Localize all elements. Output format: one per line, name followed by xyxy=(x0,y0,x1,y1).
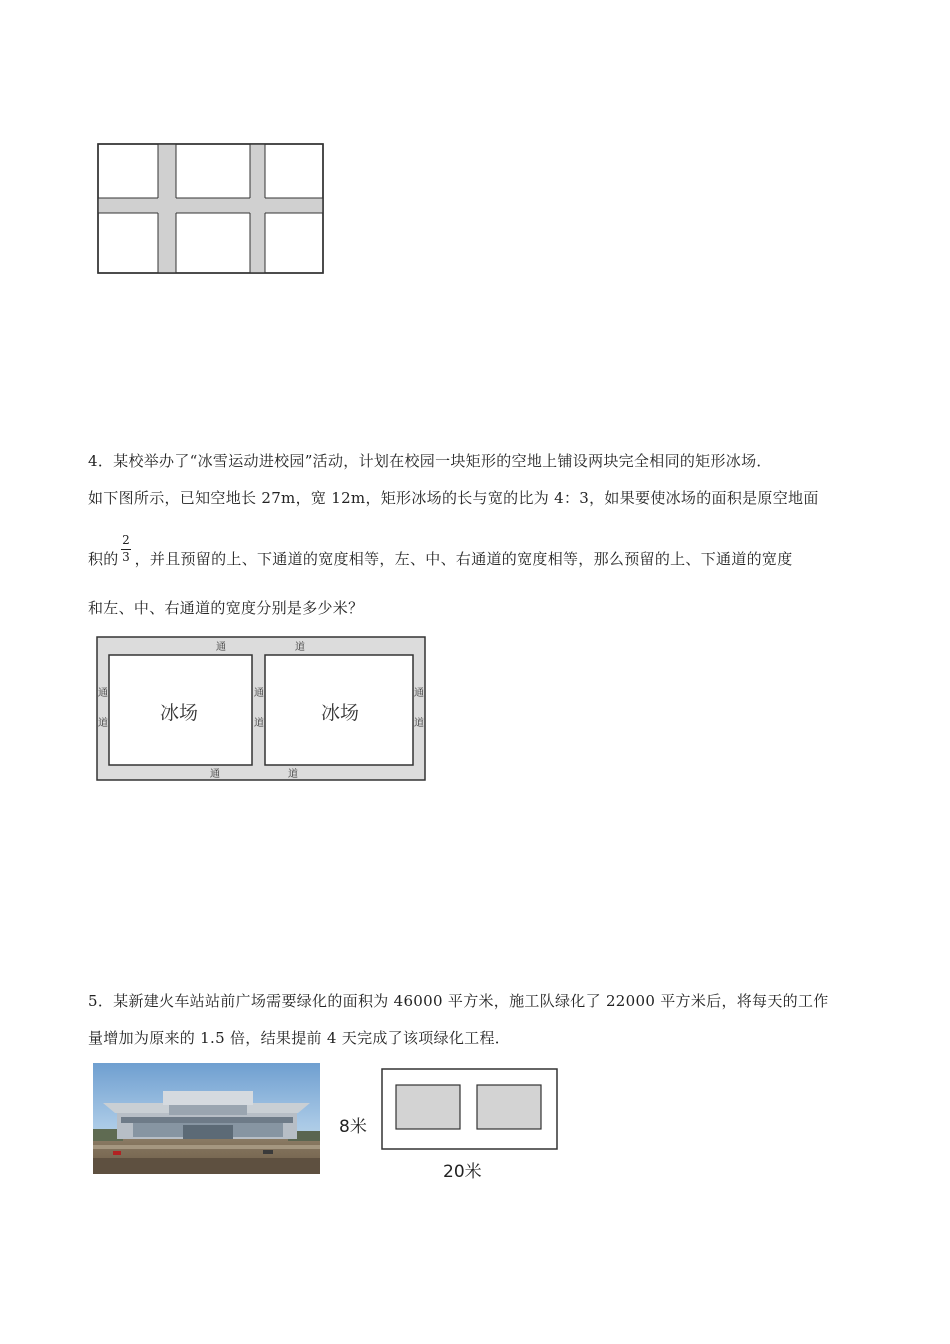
road-label-left-1: 通 xyxy=(98,688,108,699)
rink-label-left: 冰场 xyxy=(160,702,199,724)
fraction-two-thirds xyxy=(121,534,131,564)
road-label-middle-2: 道 xyxy=(254,718,264,729)
road-label-top-1: 通 xyxy=(216,642,226,653)
ice-rink-diagram xyxy=(96,636,427,782)
ice-rink-figure xyxy=(96,636,427,782)
height-label: 8米 xyxy=(339,1117,367,1137)
q5-line-2: 量增加为原来的 1.5 倍，结果提前 4 天完成了该项绿化工程． xyxy=(88,1029,511,1047)
q4-line-1: 4．某校举办了“冰雪运动进校园”活动，计划在校园一块矩形的空地上铺设两块完全相同的矩形冰场． xyxy=(88,452,772,470)
road-label-left-2: 道 xyxy=(98,718,108,729)
road-label-bottom-2: 道 xyxy=(288,769,298,780)
train-station-photo xyxy=(93,1063,320,1174)
q5-line-1: 5．某新建火车站站前广场需要绿化的面积为 46000 平方米，施工队绿化了 22000 平方米后，将每天的工作 xyxy=(88,992,829,1010)
q4-line-3-prefix: 积的 xyxy=(88,550,119,568)
fraction-denominator: 3 xyxy=(122,550,130,564)
cross-path-figure xyxy=(96,142,326,276)
width-label: 20米 xyxy=(443,1162,482,1182)
road-label-right-2: 道 xyxy=(414,718,424,729)
q4-line-3 xyxy=(88,549,793,569)
fraction-numerator: 2 xyxy=(122,533,130,547)
garden-diagram xyxy=(381,1068,559,1151)
rink-label-right: 冰场 xyxy=(321,702,360,724)
q4-line-4: 和左、中、右通道的宽度分别是多少米？ xyxy=(88,599,364,617)
road-label-middle-1: 通 xyxy=(254,688,264,699)
q4-line-3-suffix: ，并且预留的上、下通道的宽度相等，左、中、右通道的宽度相等，那么预留的上、下通道的宽度 xyxy=(134,550,793,568)
road-label-right-1: 通 xyxy=(414,688,424,699)
road-label-bottom-1: 通 xyxy=(210,769,220,780)
road-label-top-2: 道 xyxy=(295,642,305,653)
q4-line-2: 如下图所示，已知空地长 27m，宽 12m，矩形冰场的长与宽的比为 4：3，如果要使冰场的面积是原空地面 xyxy=(88,489,819,507)
